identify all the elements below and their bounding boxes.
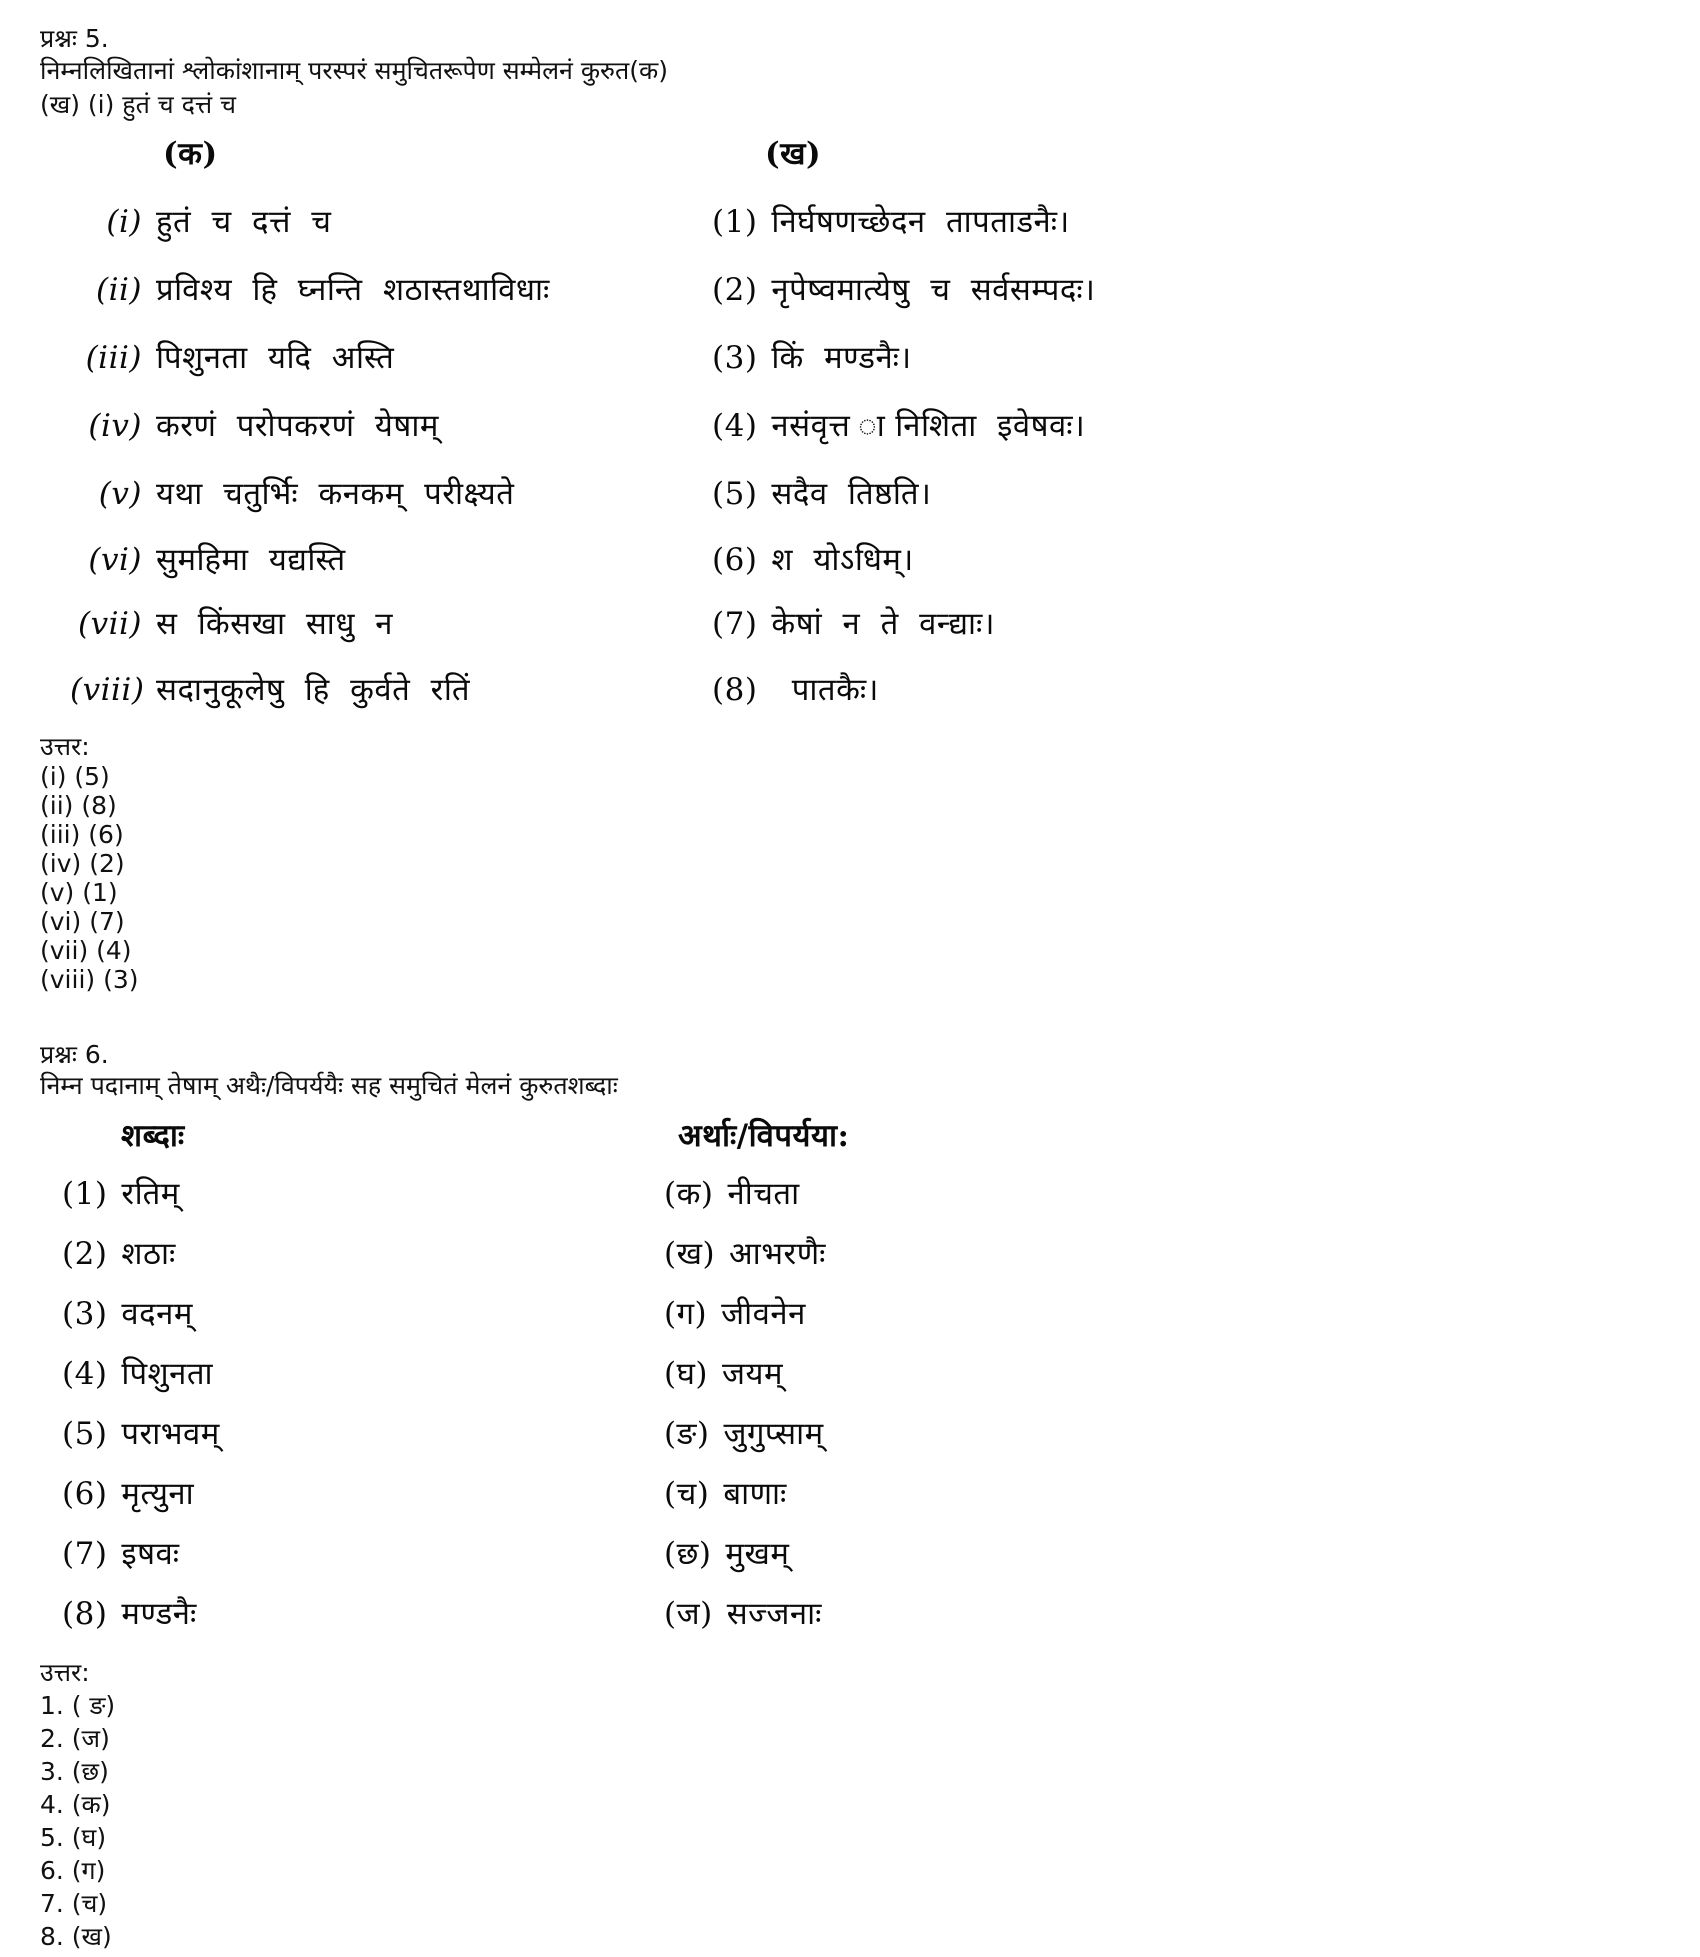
q6-row-a-text: वदनम् <box>121 1296 193 1332</box>
q5-sub: (ख) (i) हुतं च दत्तं च <box>40 90 236 119</box>
q5-row-a-text: करणं परोपकरणं येषाम् <box>156 408 439 444</box>
q5-row-a-num: (v) <box>98 476 142 512</box>
q6-row-a-text: पिशुनता <box>121 1356 214 1392</box>
q6-row-a-num: (1) <box>62 1176 108 1212</box>
q6-col-a-head: शब्दाः <box>121 1118 185 1154</box>
q6-row-a-num: (5) <box>62 1416 108 1452</box>
q5-row-a-num: (iii) <box>85 340 142 376</box>
q6-row-b-num: (च) <box>664 1476 710 1512</box>
q6-answer-item: 6. (ग) <box>40 1856 106 1885</box>
q6-row-a-text: मृत्युना <box>121 1476 195 1512</box>
q5-row-a-text: पिशुनता यदि अस्ति <box>156 340 395 376</box>
q5-row-b-text: निर्घषणच्छेदन तापताडनैः। <box>771 204 1070 240</box>
q6-row-b-num: (घ) <box>664 1356 709 1392</box>
q5-answer-item: (ii) (8) <box>40 791 117 820</box>
q6-row-a-num: (7) <box>62 1536 108 1572</box>
q6-row-a-num: (6) <box>62 1476 108 1512</box>
q6-answer-item: 3. (छ) <box>40 1757 109 1786</box>
q5-row-a-num: (vii) <box>77 606 142 642</box>
q5-row-b-text: केषां न ते वन्द्याः। <box>771 606 996 642</box>
q5-row-a-num: (ii) <box>95 272 142 308</box>
q5-answer-item: (vi) (7) <box>40 907 125 936</box>
q6-label: प्रश्नः 6. <box>40 1040 109 1069</box>
q6-row-b-num: (ग) <box>664 1296 708 1332</box>
q6-row-b-text: बाणाः <box>723 1476 787 1512</box>
q5-answer-item: (iv) (2) <box>40 849 125 878</box>
q6-row-a-text: इषवः <box>121 1536 180 1572</box>
q5-row-a-text: हुतं च दत्तं च <box>156 204 332 240</box>
q5-row-a-text: सुमहिमा यद्यस्ति <box>156 542 346 578</box>
q6-row-b-text: जुगुप्साम् <box>723 1416 824 1452</box>
q6-answer-item: 2. (ज) <box>40 1724 110 1753</box>
q6-row-a-text: पराभवम् <box>121 1416 220 1452</box>
q6-answer-item: 7. (च) <box>40 1889 108 1918</box>
q6-col-b-head: अर्थाः/विपर्यया: <box>678 1118 850 1154</box>
q5-row-a-text: प्रविश्य हि घ्नन्ति शठास्तथाविधाः <box>156 272 550 308</box>
q6-row-b-text: नीचता <box>727 1176 800 1212</box>
q5-row-b-text: सदैव तिष्ठति। <box>771 476 932 512</box>
q6-row-a-text: मण्डनैः <box>121 1596 197 1632</box>
q5-row-a-num: (i) <box>106 204 142 240</box>
q5-row-b-num: (4) <box>712 408 758 444</box>
q6-row-a-text: शठाः <box>121 1236 176 1272</box>
q5-row-a-num: (viii) <box>70 672 145 708</box>
q5-row-b-text: किं मण्डनैः। <box>771 340 912 376</box>
q5-answer-item: (i) (5) <box>40 762 110 791</box>
q6-answer-item: 1. ( ङ) <box>40 1691 116 1720</box>
q6-row-b-text: जीवनेन <box>721 1296 806 1332</box>
q5-answer-item: (iii) (6) <box>40 820 124 849</box>
q6-row-b-num: (छ) <box>664 1536 712 1572</box>
q5-row-b-text: नसंवृत्त ानिशिता इवेषवः। <box>771 408 1086 444</box>
q6-row-b-text: मुखम् <box>725 1536 790 1572</box>
q5-row-b-text: श योऽधिम्। <box>771 542 914 578</box>
q5-row-b-text: पातकैः। <box>771 672 879 708</box>
q6-row-a-num: (8) <box>62 1596 108 1632</box>
q5-row-b-num: (5) <box>712 476 758 512</box>
q5-instruction: निम्नलिखितानां श्लोकांशानाम् परस्परं समुचितरूपेण सम्मेलनं कुरुत(क) <box>40 56 668 85</box>
q5-row-a-num: (iv) <box>88 408 142 444</box>
q5-row-b-num: (3) <box>712 340 758 376</box>
q6-row-a-num: (2) <box>62 1236 108 1272</box>
q6-row-b-num: (ङ) <box>664 1416 710 1452</box>
q5-answer-item: (viii) (3) <box>40 965 139 994</box>
q5-row-b-num: (8) <box>712 672 758 708</box>
q5-row-b-num: (1) <box>712 204 758 240</box>
q5-row-a-text: सदानुकूलेषु हि कुर्वते रतिं <box>156 672 471 708</box>
q5-answer-label: उत्तर: <box>40 732 90 761</box>
q6-answer-item: 8. (ख) <box>40 1922 112 1951</box>
q6-answer-item: 4. (क) <box>40 1790 111 1819</box>
q5-row-b-num: (6) <box>712 542 758 578</box>
q6-answer-label: उत्तर: <box>40 1658 90 1687</box>
q5-row-b-num: (7) <box>712 606 758 642</box>
q6-row-a-num: (3) <box>62 1296 108 1332</box>
q5-row-a-text: यथा चतुर्भिः कनकम् परीक्ष्यते <box>156 476 515 512</box>
q6-row-a-text: रतिम् <box>121 1176 180 1212</box>
q6-row-b-text: आभरणैः <box>729 1236 826 1272</box>
q5-answer-item: (vii) (4) <box>40 936 132 965</box>
q6-row-b-text: जयम् <box>722 1356 784 1392</box>
q6-row-b-num: (ज) <box>664 1596 713 1632</box>
q5-answer-item: (v) (1) <box>40 878 118 907</box>
q6-row-a-num: (4) <box>62 1356 108 1392</box>
q5-col-a-head: (क) <box>163 136 218 172</box>
q5-row-b-num: (2) <box>712 272 758 308</box>
q5-row-a-text: स किंसखा साधु न <box>156 606 393 642</box>
q5-row-a-num: (vi) <box>88 542 142 578</box>
q6-answer-item: 5. (घ) <box>40 1823 107 1852</box>
q6-row-b-text: सज्जनाः <box>726 1596 822 1632</box>
q5-col-b-head: (ख) <box>765 136 822 172</box>
q5-label: प्रश्नः 5. <box>40 24 109 53</box>
q6-row-b-num: (ख) <box>664 1236 716 1272</box>
q6-row-b-num: (क) <box>664 1176 714 1212</box>
q6-instruction: निम्न पदानाम् तेषाम् अथैः/विपर्ययैः सह समुचितं मेलनं कुरुतशब्दाः <box>40 1071 618 1100</box>
q5-row-b-text: नृपेष्वमात्येषु च सर्वसम्पदः। <box>771 272 1096 308</box>
